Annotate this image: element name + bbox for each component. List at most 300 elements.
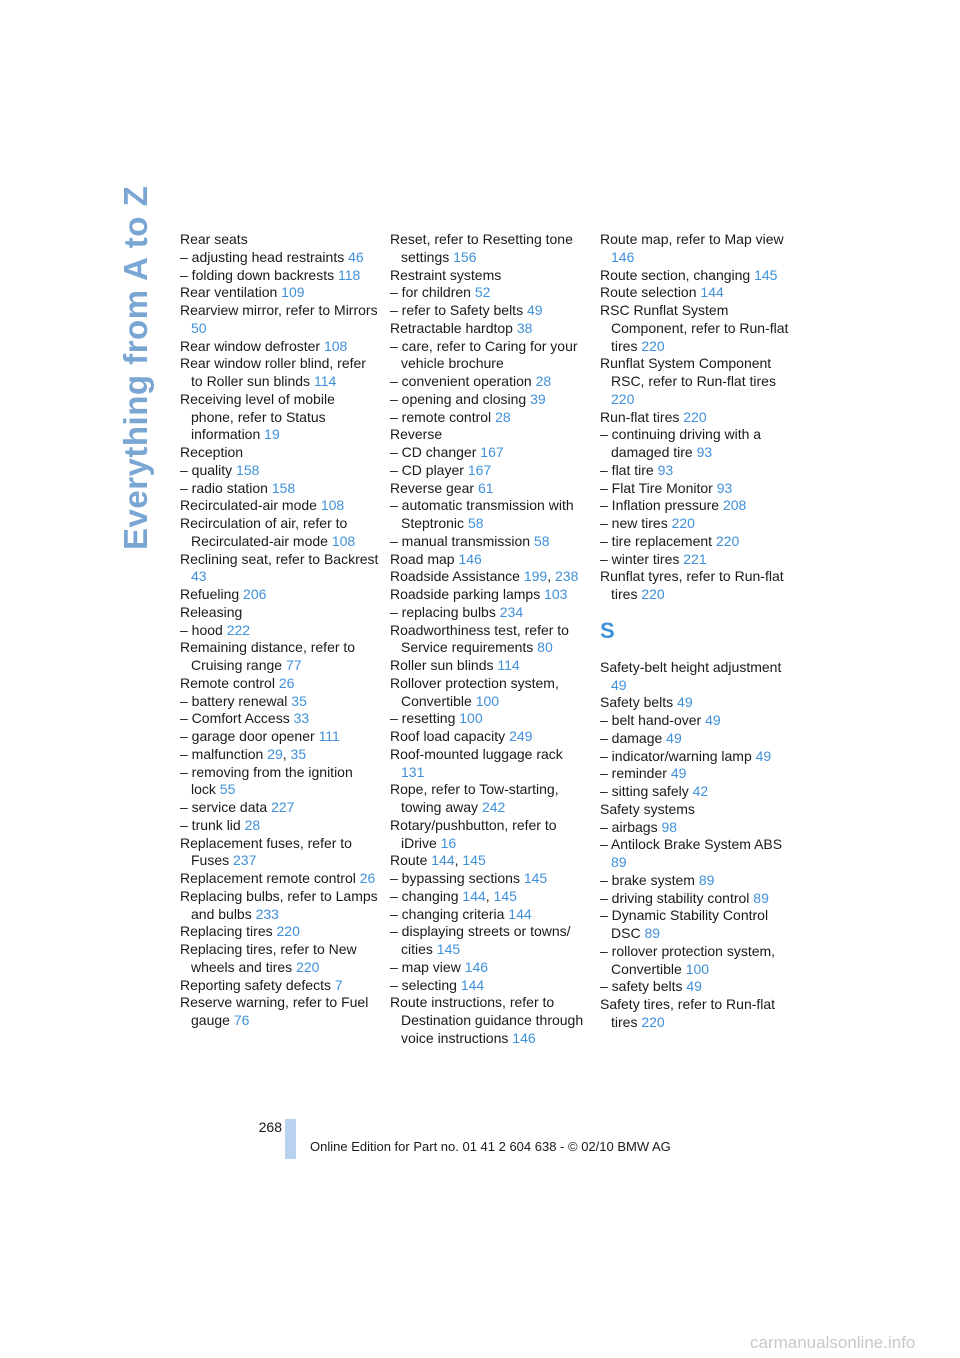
page-reference-link[interactable]: 108: [331, 532, 356, 549]
index-entry-term: – trunk lid: [180, 816, 241, 833]
page-reference-link[interactable]: 93: [716, 479, 733, 496]
index-entry: [600, 943, 800, 979]
index-entry: [180, 586, 380, 604]
index-entry: [390, 320, 590, 338]
page-reference-link[interactable]: 89: [698, 871, 715, 888]
index-entry: [600, 515, 800, 533]
page-reference-link[interactable]: 144: [431, 852, 455, 869]
index-entry: [390, 533, 590, 551]
index-entry: [180, 764, 380, 800]
index-entry-term: – airbags: [600, 818, 658, 835]
index-entry-term: – automatic transmission with Steptronic: [390, 497, 574, 531]
index-entry-term: – refer to Safety belts: [390, 302, 524, 318]
page-reference-link[interactable]: 46: [348, 248, 364, 265]
section-letter-heading: S: [600, 617, 615, 643]
index-entry: [600, 551, 800, 569]
index-entry-term: Recirculated-air mode: [180, 497, 317, 514]
index-entry: [180, 675, 380, 693]
index-entry: [600, 978, 800, 996]
page-reference-link[interactable]: 39: [530, 390, 546, 407]
index-entry-term: – flat tire: [600, 461, 654, 478]
index-entry: [390, 994, 590, 1047]
index-entry: [390, 746, 590, 782]
index-entry: [600, 765, 800, 783]
index-entry-term: Route section, changing: [600, 266, 751, 283]
page-reference-link[interactable]: 49: [677, 694, 693, 711]
index-entry-term: Refueling: [180, 586, 240, 602]
page-reference-link[interactable]: 28: [535, 373, 552, 389]
page-reference-link[interactable]: 93: [696, 444, 713, 460]
index-entry: [180, 231, 380, 249]
index-entry-term: Roadside Assistance: [390, 568, 520, 585]
page-reference-link[interactable]: 199: [523, 568, 548, 585]
index-entry-term: – tire replacement: [600, 532, 713, 549]
index-entry-term: – malfunction: [180, 745, 264, 762]
index-entry-term: – CD player: [390, 461, 464, 478]
index-entry: [390, 426, 590, 444]
page-reference-link[interactable]: 49: [705, 712, 721, 728]
index-entry: [600, 872, 800, 890]
page-reference-link[interactable]: 242: [481, 799, 506, 815]
index-entry-term: – garage door opener: [180, 728, 315, 744]
footer-edition-note: Online Edition for Part no. 01 41 2 604 638 - © 02/10 BMW AG: [310, 1139, 671, 1154]
page-reference-link[interactable]: 220: [611, 390, 635, 407]
index-entry: [180, 799, 380, 817]
index-entry-term: – driving stability control: [600, 889, 750, 906]
page-reference-link[interactable]: 167: [467, 461, 492, 478]
index-entry: [180, 977, 380, 995]
page-reference-link[interactable]: 98: [661, 818, 678, 835]
page-reference-link[interactable]: 100: [685, 960, 710, 977]
index-entry-term: Replacement fuses, refer to Fuses: [180, 834, 352, 869]
page-reference-link[interactable]: 114: [497, 657, 520, 673]
watermark: carmanualsonline.info: [750, 1333, 916, 1352]
page-reference-link[interactable]: 144: [508, 905, 532, 922]
page-reference-link[interactable]: 220: [641, 1013, 665, 1030]
index-entry: [600, 355, 800, 408]
page-reference-link[interactable]: 227: [271, 799, 295, 815]
page-reference-link[interactable]: 16: [440, 834, 457, 851]
index-entry-term: Roof-mounted luggage rack: [390, 745, 563, 762]
index-entry: [390, 462, 590, 480]
index-entry: [600, 712, 800, 730]
index-entry-term: Remaining distance, refer to Cruising range: [180, 639, 356, 673]
index-entry: [390, 923, 590, 959]
index-entry-term: Rope, refer to Tow-starting, towing away: [390, 781, 559, 815]
page-reference-link[interactable]: 145: [493, 887, 517, 904]
index-entry-term: – selecting: [390, 976, 457, 993]
page-reference-link[interactable]: 49: [670, 765, 687, 782]
page-reference-link[interactable]: 146: [611, 248, 635, 265]
page-reference-link[interactable]: 111: [318, 728, 340, 744]
page-reference-link[interactable]: 220: [641, 586, 665, 602]
page-reference-link[interactable]: 7: [334, 976, 343, 993]
page-reference-link[interactable]: 28: [244, 816, 261, 833]
index-entry: [600, 480, 800, 498]
index-entry-term: – adjusting head restraints: [180, 248, 345, 265]
index-entry-term: Releasing: [180, 603, 243, 620]
index-entry-term: – winter tires: [600, 550, 680, 567]
index-entry: [390, 267, 590, 285]
page-reference-link[interactable]: 156: [453, 248, 477, 265]
index-entry: [600, 836, 800, 872]
index-entry: [180, 817, 380, 835]
page-reference-link[interactable]: 49: [666, 729, 682, 746]
index-entry-term: Rear window roller blind, refer to Roller sun blinds: [180, 355, 366, 389]
index-entry: [390, 728, 590, 746]
index-entry: [180, 302, 380, 338]
page-reference-link[interactable]: 208: [722, 497, 747, 514]
page-reference-link[interactable]: 220: [715, 532, 740, 549]
index-entry-term: Safety systems: [600, 800, 695, 817]
page-reference-link[interactable]: 221: [683, 550, 707, 567]
index-column-3: [600, 231, 800, 1032]
page-reference-link[interactable]: 131: [401, 763, 425, 780]
side-section-title: Everything from A to Z: [117, 185, 154, 550]
index-entry: [390, 302, 590, 320]
index-entry-term: – rollover protection system, Convertible: [600, 942, 776, 977]
index-entry: [390, 604, 590, 622]
index-entry: [180, 639, 380, 675]
page-reference-link[interactable]: 89: [753, 889, 769, 906]
index-entry: [600, 907, 800, 943]
index-entry-term: – Dynamic Stability Control DSC: [600, 907, 769, 941]
index-entry: [180, 515, 380, 551]
page-reference-link[interactable]: 80: [537, 639, 553, 656]
index-entry-term: Route map, refer to Map view: [600, 231, 784, 247]
page-reference-link[interactable]: 222: [226, 621, 251, 638]
index-entry-term: Roof load capacity: [390, 728, 506, 744]
page-reference-link[interactable]: 146: [464, 958, 489, 975]
index-entry-term: Recirculation of air, refer to Recirculated-air mode: [180, 515, 348, 549]
index-entry-term: Replacement remote control: [180, 870, 356, 886]
index-entry-term: – belt hand-over: [600, 712, 702, 728]
index-entry: [180, 551, 380, 587]
index-entry: [600, 533, 800, 551]
index-entry-term: – changing criteria: [390, 905, 505, 922]
index-entry-term: Receiving level of mobile phone, refer to Status information: [180, 390, 335, 443]
page-reference-link[interactable]: 144: [460, 976, 485, 993]
index-entry: [180, 622, 380, 640]
index-entry: [180, 444, 380, 462]
page-reference-link[interactable]: 61: [477, 479, 494, 496]
index-entry: [600, 659, 800, 695]
page-reference-link[interactable]: 145: [754, 266, 778, 283]
index-entry: – changing 144, 145: [390, 887, 517, 904]
page-number: 268: [258, 1119, 282, 1135]
index-entry: [600, 694, 800, 712]
page-reference-link[interactable]: 77: [285, 657, 302, 673]
page-reference-link[interactable]: 26: [278, 674, 295, 691]
index-entry: [390, 906, 590, 924]
index-entry: [180, 338, 380, 356]
index-entry-term: – displaying streets or towns/ cities: [390, 923, 571, 957]
page-reference-link[interactable]: 249: [509, 728, 533, 744]
index-entry: [390, 870, 590, 888]
index-entry-term: – indicator/warning lamp: [600, 747, 752, 764]
index-entry-term: Restraint systems: [390, 266, 502, 283]
page-reference-link[interactable]: 220: [683, 408, 707, 425]
index-entry-term: – Flat Tire Monitor: [600, 479, 713, 496]
index-entry: [600, 409, 800, 427]
page-reference-link[interactable]: 100: [475, 692, 500, 709]
page-reference-link[interactable]: 145: [523, 870, 548, 886]
index-entry-term: Run-flat tires: [600, 408, 680, 425]
index-entry: [180, 835, 380, 871]
index-entry: [390, 551, 590, 569]
page-reference-link[interactable]: 19: [264, 426, 280, 443]
index-entry: [390, 586, 590, 604]
index-entry: [390, 710, 590, 728]
index-entry: [600, 890, 800, 908]
index-entry-term: Rollover protection system, Convertible: [390, 674, 559, 709]
index-entry: [180, 941, 380, 977]
page-reference-link[interactable]: 237: [233, 852, 257, 869]
index-entry: [600, 462, 800, 480]
index-entry-term: – opening and closing: [390, 390, 527, 407]
page-reference-link[interactable]: 109: [281, 284, 305, 301]
index-entry-term: Retractable hardtop: [390, 319, 513, 336]
index-entry: [600, 819, 800, 837]
index-entry-term: – continuing driving with a damaged tire: [600, 426, 762, 460]
index-entry-term: Safety tires, refer to Run-flat tires: [600, 996, 776, 1030]
index-entry-term: – brake system: [600, 871, 695, 888]
index-entry: [180, 462, 380, 480]
index-entry-term: Safety belts: [600, 694, 674, 711]
page-reference-link[interactable]: 29: [267, 745, 283, 762]
page-reference-link[interactable]: 220: [641, 337, 665, 354]
index-entry-term: – changing: [390, 887, 459, 904]
page-reference-link[interactable]: 146: [458, 550, 482, 567]
index-entry: [390, 480, 590, 498]
page-reference-link[interactable]: 89: [611, 854, 627, 870]
index-entry: [390, 977, 590, 995]
index-entry-term: – convenient operation: [390, 373, 532, 389]
index-entry: [180, 355, 380, 391]
index-entry: [600, 730, 800, 748]
index-entry: [180, 888, 380, 924]
index-entry: [390, 444, 590, 462]
page-reference-link[interactable]: 43: [191, 568, 207, 585]
index-entry: [390, 781, 590, 817]
index-entry: [600, 426, 800, 462]
page-reference-link[interactable]: 52: [474, 284, 491, 301]
index-entry-term: Reset, refer to Resetting tone settings: [390, 231, 573, 265]
index-entry: [390, 373, 590, 391]
page-reference-link[interactable]: 233: [255, 905, 279, 922]
index-entry: [180, 923, 380, 941]
index-entry-term: – Antilock Brake System ABS: [600, 836, 783, 853]
index-entry-term: Route selection: [600, 284, 697, 301]
page-reference-link[interactable]: 33: [293, 710, 310, 727]
index-entry-term: Reception: [180, 444, 244, 460]
index-entry: [180, 994, 380, 1030]
index-entry: [390, 657, 590, 675]
index-entry: [390, 622, 590, 658]
index-entry-term: – removing from the ignition lock: [180, 763, 353, 798]
index-entry: [180, 284, 380, 302]
index-entry-term: Route: [390, 852, 428, 869]
index-entry-term: – quality: [180, 461, 233, 478]
index-entry: [600, 996, 800, 1032]
index-entry: [600, 231, 800, 267]
index-entry-term: Remote control: [180, 674, 275, 691]
page-reference-link[interactable]: 146: [512, 1029, 536, 1046]
index-entry: [180, 497, 380, 515]
page-reference-link[interactable]: 50: [191, 319, 207, 336]
page-reference-link[interactable]: 49: [611, 676, 627, 693]
index-entry-term: Route instructions, refer to Destination guidance through voice instructions: [390, 994, 584, 1046]
page-reference-link[interactable]: 118: [337, 266, 361, 283]
index-entry: [390, 409, 590, 427]
index-entry-term: – sitting safely: [600, 783, 689, 799]
index-entry: [600, 748, 800, 766]
index-entry-term: Runflat System Component RSC, refer to Run-flat tires: [600, 355, 776, 389]
index-entry: [600, 267, 800, 285]
footer-accent-bar: [285, 1119, 296, 1159]
page-reference-link[interactable]: 234: [499, 603, 524, 620]
page-reference-link[interactable]: 58: [467, 515, 484, 531]
index-entry: – malfunction 29, 35: [180, 745, 307, 762]
index-entry-term: Replacing tires, refer to New wheels and tires: [180, 941, 357, 975]
index-entry-term: Rotary/pushbutton, refer to iDrive: [390, 816, 557, 851]
index-entry: [390, 231, 590, 267]
index-entry-term: – care, refer to Caring for your vehicle brochure: [390, 337, 578, 372]
index-column-2: [390, 231, 590, 1048]
index-entry: [600, 302, 800, 355]
index-entry-term: – CD changer: [390, 444, 477, 460]
index-entry: [390, 391, 590, 409]
index-entry: Route 144, 145: [390, 852, 486, 869]
page-reference-link[interactable]: 158: [236, 461, 260, 478]
page-reference-link[interactable]: 144: [462, 887, 486, 904]
index-entry: [180, 604, 380, 622]
page-reference-link[interactable]: 49: [526, 302, 543, 318]
page-reference-link[interactable]: 103: [544, 586, 568, 602]
index-entry-term: – radio station: [180, 479, 268, 496]
page-reference-link[interactable]: 35: [291, 692, 307, 709]
page-reference-link[interactable]: 220: [276, 923, 300, 940]
page-reference-link[interactable]: 35: [290, 745, 307, 762]
index-entry: [180, 391, 380, 444]
index-entry: Roadside Assistance 199, 238: [390, 568, 579, 585]
page-reference-link[interactable]: 144: [700, 284, 724, 301]
index-entry: [600, 284, 800, 302]
page-reference-link[interactable]: 100: [459, 710, 483, 727]
index-entry-term: Roadside parking lamps: [390, 586, 541, 602]
page-reference-link[interactable]: 220: [671, 515, 695, 531]
index-entry-term: Rear seats: [180, 231, 248, 247]
page-reference-link[interactable]: 220: [296, 958, 320, 975]
index-entry: [180, 728, 380, 746]
index-entry: [390, 497, 590, 533]
index-entry-term: – reminder: [600, 765, 667, 782]
index-entry-term: – manual transmission: [390, 532, 531, 549]
index-entry-term: Rear ventilation: [180, 284, 278, 301]
index-entry: [180, 710, 380, 728]
index-entry-term: Road map: [390, 550, 455, 567]
index-entry: [600, 568, 800, 604]
page-reference-link[interactable]: 55: [219, 781, 236, 798]
page-reference-link[interactable]: 89: [644, 925, 661, 941]
index-entry-term: – Inflation pressure: [600, 497, 720, 514]
index-entry-term: – damage: [600, 729, 663, 746]
index-entry-term: – bypassing sections: [390, 870, 520, 886]
index-entry: [390, 817, 590, 853]
index-entry: [390, 338, 590, 374]
page-reference-link[interactable]: 167: [480, 444, 504, 460]
page-reference-link[interactable]: 145: [436, 941, 461, 957]
index-entry: [180, 480, 380, 498]
index-entry-term: Reporting safety defects: [180, 976, 331, 993]
index-entry-term: Replacing bulbs, refer to Lamps and bulbs: [180, 887, 378, 922]
page-reference-link[interactable]: 206: [243, 586, 267, 602]
page-reference-link[interactable]: 58: [533, 532, 550, 549]
index-entry-term: Reverse gear: [390, 479, 475, 496]
index-entry-term: – hood: [180, 621, 223, 638]
index-entry-term: – Comfort Access: [180, 710, 290, 727]
index-entry-term: – replacing bulbs: [390, 603, 496, 620]
index-entry-term: Roadworthiness test, refer to Service requirements: [390, 621, 569, 656]
page-reference-link[interactable]: 238: [555, 568, 579, 585]
page-reference-link[interactable]: 158: [271, 479, 296, 496]
index-entry-term: Runflat tyres, refer to Run-flat tires: [600, 568, 784, 602]
index-entry: [390, 959, 590, 977]
index-entry: [180, 267, 380, 285]
page-reference-link[interactable]: 108: [323, 337, 348, 354]
index-entry: [180, 870, 380, 888]
page-reference-link[interactable]: 114: [313, 373, 337, 389]
index-entry-term: – resetting: [390, 710, 456, 727]
index-entry: [180, 693, 380, 711]
index-entry-term: – battery renewal: [180, 692, 288, 709]
index-entry-term: Reserve warning, refer to Fuel gauge: [180, 994, 369, 1028]
index-entry: [600, 801, 800, 819]
page-reference-link[interactable]: 108: [320, 497, 345, 514]
index-entry-term: Rear window defroster: [180, 337, 321, 354]
index-entry: [600, 497, 800, 515]
index-entry: [390, 675, 590, 711]
index-entry-term: – service data: [180, 799, 268, 815]
page-reference-link[interactable]: 42: [692, 783, 709, 799]
index-entry: [180, 249, 380, 267]
page-reference-link[interactable]: 145: [462, 852, 486, 869]
index-entry-term: – for children: [390, 284, 471, 301]
page-reference-link[interactable]: 49: [755, 747, 772, 764]
index-entry: [390, 284, 590, 302]
index-entry-term: Safety-belt height adjustment: [600, 658, 782, 675]
index-entry-term: Rearview mirror, refer to Mirrors: [180, 302, 378, 318]
page-reference-link[interactable]: 38: [516, 319, 533, 336]
index-column-1: [180, 231, 380, 1030]
index-entry-term: Roller sun blinds: [390, 657, 494, 673]
index-entry-term: – new tires: [600, 515, 668, 531]
page-reference-link[interactable]: 26: [359, 870, 376, 886]
index-entry-term: – safety belts: [600, 978, 683, 995]
index-entry-term: – map view: [390, 958, 461, 975]
page-reference-link[interactable]: 28: [495, 408, 511, 425]
index-entry: [600, 783, 800, 801]
page-reference-link[interactable]: 49: [686, 978, 702, 995]
index-entry-term: RSC Runflat System Component, refer to Run-flat tires: [600, 302, 789, 354]
index-entry-term: Reclining seat, refer to Backrest: [180, 550, 379, 567]
index-entry-term: – folding down backrests: [180, 266, 335, 283]
index-entry-term: Replacing tires: [180, 923, 273, 940]
page-reference-link[interactable]: 76: [233, 1012, 250, 1028]
page-reference-link[interactable]: 93: [657, 461, 674, 478]
index-entry-term: Reverse: [390, 426, 443, 443]
index-entry-term: – remote control: [390, 408, 492, 425]
